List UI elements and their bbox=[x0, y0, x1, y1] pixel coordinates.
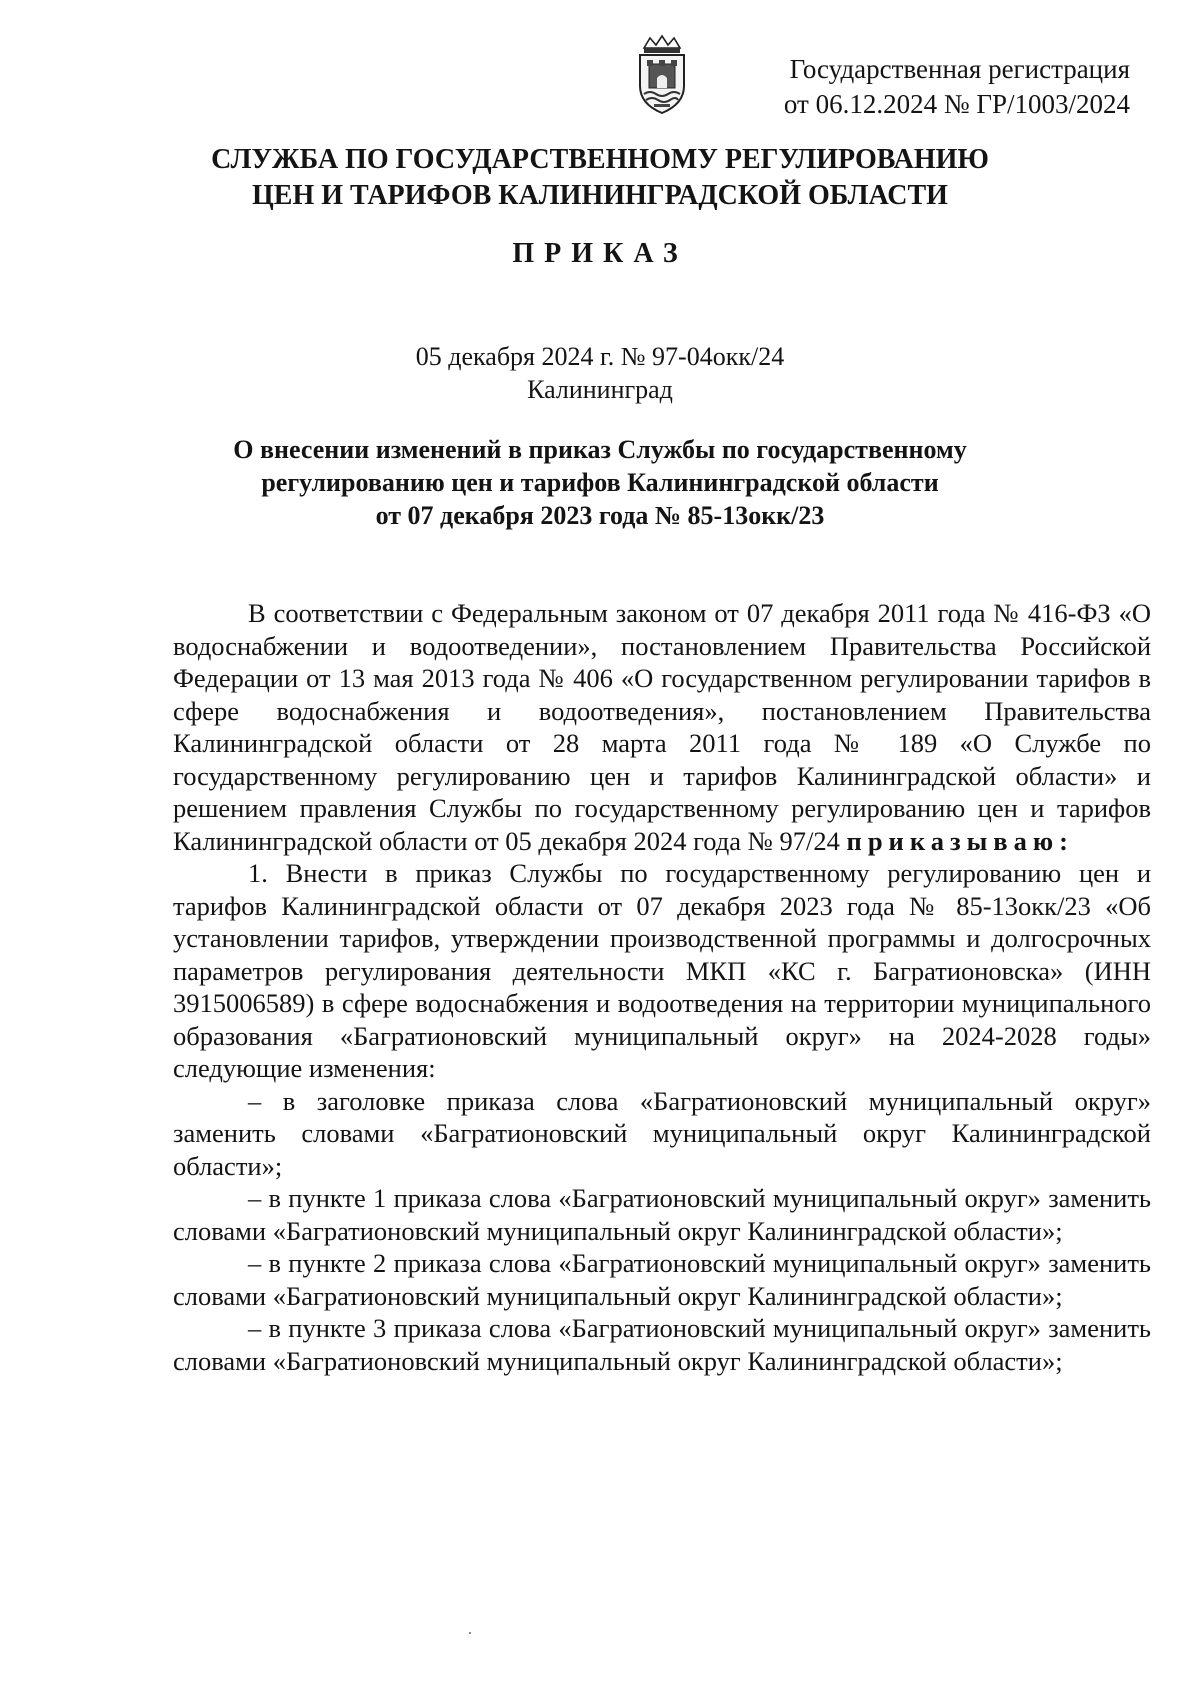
registration-label: Государственная регистрация bbox=[789, 54, 1130, 84]
item-1-paragraph: 1. Внести в приказ Службы по государственному регулированию цен и тарифов Калининградской области от 07 декабря 2023 года № 85-13окк/23 «Об установлении тарифов, утверждении производственной программы и долгосрочных параметров регулирования деятельности МКП «КС г. Багратионовска» (ИНН 3915006589) в сфере водоснабжения и водоотведения на территории муниципального образования «Багратионовский муниципальный округ» на 2024-2028 годы» следующие изменения: bbox=[173, 858, 1151, 1083]
change-item: – в пункте 2 приказа слова «Багратионовский муниципальный округ» заменить словами «Багратионовский муниципальный округ Калининградской области»; bbox=[173, 1248, 1151, 1311]
order-date-block bbox=[0, 340, 1200, 406]
subject-line-2: регулированию цен и тарифов Калининградской области bbox=[261, 468, 939, 497]
order-body bbox=[173, 597, 1151, 1377]
preamble-text: В соответствии с Федеральным законом от 07 декабря 2011 года № 416-ФЗ «О водоснабжении и водоотведении», постановлением Правительства Российской Федерации от 13 мая 2013 года № 406 «О государственном регулировании тарифов в сфере водоснабжения и водоотведения», постановлением Правительства Калининградской области от 28 марта 2011 года № 189 «О Службе по государственному регулированию цен и тарифов Калининградской области» и решением правления Службы по государственному регулированию цен и тарифов Калининградской области от 05 декабря 2024 года № 97/24 bbox=[173, 598, 1151, 856]
order-subject bbox=[0, 433, 1200, 532]
document-type-title: ПРИКАЗ bbox=[512, 238, 688, 269]
order-city: Калининград bbox=[527, 375, 673, 404]
preamble-paragraph bbox=[173, 597, 1151, 857]
order-word: приказываю: bbox=[846, 825, 1074, 856]
scan-speck bbox=[469, 1632, 471, 1634]
subject-line-1: О внесении изменений в приказ Службы по государственному bbox=[233, 435, 967, 464]
agency-name-line-2: ЦЕН И ТАРИФОВ КАЛИНИНГРАДСКОЙ ОБЛАСТИ bbox=[252, 180, 948, 211]
change-item: – в заголовке приказа слова «Багратионовский муниципальный округ» заменить словами «Багратионовский муниципальный округ Калининградской области»; bbox=[173, 1085, 1151, 1181]
order-date-number: 05 декабря 2024 г. № 97-04окк/24 bbox=[415, 342, 785, 371]
agency-name bbox=[0, 142, 1200, 214]
change-item: – в пункте 3 приказа слова «Багратионовский муниципальный округ» заменить словами «Багратионовский муниципальный округ Калининградской области»; bbox=[173, 1313, 1151, 1376]
agency-name-line-1: СЛУЖБА ПО ГОСУДАРСТВЕННОМУ РЕГУЛИРОВАНИЮ bbox=[211, 144, 989, 175]
kaliningrad-region-coat-of-arms-icon bbox=[630, 34, 694, 116]
registration-stamp bbox=[700, 52, 1130, 122]
registration-number: от 06.12.2024 № ГР/1003/2024 bbox=[783, 89, 1130, 119]
subject-line-3: от 07 декабря 2023 года № 85-13окк/23 bbox=[375, 501, 825, 530]
change-item: – в пункте 1 приказа слова «Багратионовский муниципальный округ» заменить словами «Багратионовский муниципальный округ Калининградской области»; bbox=[173, 1183, 1151, 1246]
